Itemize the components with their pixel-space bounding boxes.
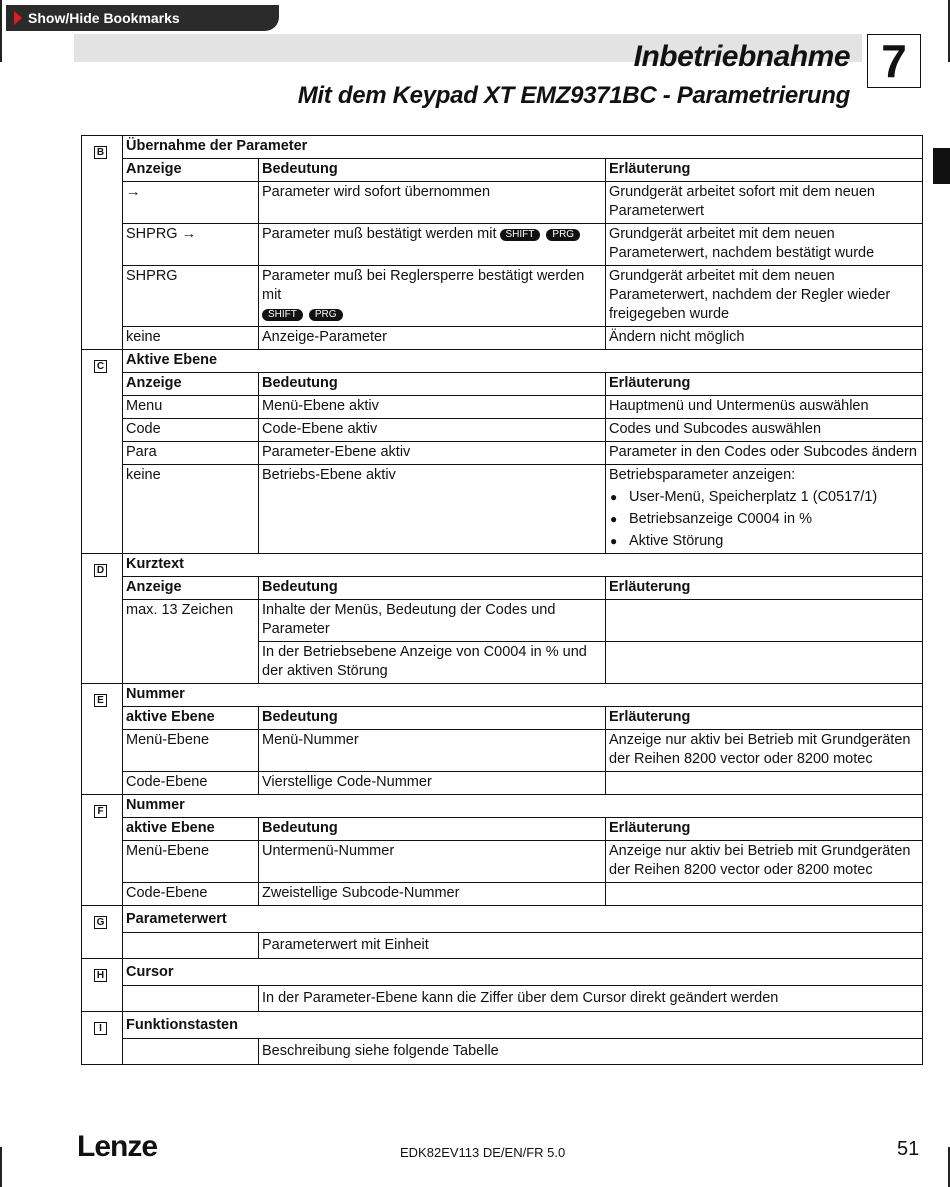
section-title: Kurztext xyxy=(123,554,923,577)
parameter-table xyxy=(81,135,923,1065)
list-item: ● Aktive Störung xyxy=(609,532,919,551)
table-row xyxy=(82,182,923,224)
lenze-logo: Lenze xyxy=(77,1130,158,1163)
arrow-right-icon: → xyxy=(181,226,197,242)
table-cell: max. 13 Zeichen xyxy=(123,600,259,684)
column-header: Bedeutung xyxy=(259,159,606,182)
section-marker-e: E xyxy=(82,684,123,795)
table-cell xyxy=(606,600,923,642)
column-header: Erläuterung xyxy=(606,818,923,841)
bullet-list xyxy=(609,488,919,551)
column-header: Erläuterung xyxy=(606,577,923,600)
table-cell: In der Parameter-Ebene kann die Ziffer über dem Cursor direkt geändert werden xyxy=(259,986,923,1012)
table-cell: Anzeige nur aktiv bei Betrieb mit Grundgeräten der Reihen 8200 vector oder 8200 motec xyxy=(606,730,923,772)
section-marker-c: C xyxy=(82,350,123,554)
table-cell: Parameter wird sofort übernommen xyxy=(259,182,606,224)
chapter-thumb-tab xyxy=(933,148,950,184)
page-edge-left-bottom xyxy=(0,1147,2,1187)
table-cell: Grundgerät arbeitet sofort mit dem neuen Parameterwert xyxy=(606,182,923,224)
table-cell: Para xyxy=(123,442,259,465)
table-row xyxy=(82,1039,923,1065)
shift-key-icon: SHIFT xyxy=(500,229,541,241)
list-item: ● User-Menü, Speicherplatz 1 (C0517/1) xyxy=(609,488,919,507)
page-number: 51 xyxy=(897,1138,920,1160)
table-cell: Betriebs-Ebene aktiv xyxy=(259,465,606,554)
section-title: Cursor xyxy=(123,959,923,986)
table-cell xyxy=(606,642,923,684)
table-cell: Parameter-Ebene aktiv xyxy=(259,442,606,465)
table-cell: Parameter muß bestätigt werden mit xyxy=(262,226,497,242)
table-cell: Inhalte der Menüs, Bedeutung der Codes und Parameter xyxy=(259,600,606,642)
table-cell: Code-Ebene xyxy=(123,883,259,906)
column-header: Anzeige xyxy=(123,577,259,600)
page-edge-left xyxy=(0,0,2,62)
table-cell xyxy=(606,883,923,906)
table-cell: Codes und Subcodes auswählen xyxy=(606,419,923,442)
table-cell: Vierstellige Code-Nummer xyxy=(259,772,606,795)
triangle-right-icon xyxy=(14,11,22,25)
page-subtitle: Mit dem Keypad XT EMZ9371BC - Parametrierung xyxy=(297,82,850,109)
table-cell: Grundgerät arbeitet mit dem neuen Parameterwert, nachdem bestätigt wurde xyxy=(606,224,923,266)
column-header: Erläuterung xyxy=(606,159,923,182)
table-row xyxy=(82,442,923,465)
table-cell: In der Betriebsebene Anzeige von C0004 in % und der aktiven Störung xyxy=(259,642,606,684)
table-cell: Betriebsparameter anzeigen: xyxy=(609,467,796,483)
table-cell: Zweistellige Subcode-Nummer xyxy=(259,883,606,906)
bookmark-toggle-label: Show/Hide Bookmarks xyxy=(28,10,180,26)
document-code: EDK82EV113 DE/EN/FR 5.0 xyxy=(400,1145,566,1160)
table-cell: Ändern nicht möglich xyxy=(606,327,923,350)
table-row xyxy=(82,730,923,772)
section-title: Funktionstasten xyxy=(123,1012,923,1039)
show-hide-bookmarks-button[interactable] xyxy=(6,5,279,31)
table-row xyxy=(82,600,923,642)
section-marker-i: I xyxy=(82,1012,123,1065)
section-marker-b: B xyxy=(82,136,123,350)
table-cell: Untermenü-Nummer xyxy=(259,841,606,883)
column-header: Bedeutung xyxy=(259,373,606,396)
prg-key-icon: PRG xyxy=(309,309,343,321)
table-cell: Hauptmenü und Untermenüs auswählen xyxy=(606,396,923,419)
chapter-number: 7 xyxy=(867,34,921,88)
section-title: Nummer xyxy=(123,684,923,707)
column-header: Anzeige xyxy=(123,373,259,396)
prg-key-icon: PRG xyxy=(546,229,580,241)
table-cell: keine xyxy=(123,327,259,350)
table-cell: keine xyxy=(123,465,259,554)
list-item: ● Betriebsanzeige C0004 in % xyxy=(609,510,919,529)
table-row xyxy=(82,772,923,795)
section-title: Aktive Ebene xyxy=(123,350,923,373)
table-cell: Grundgerät arbeitet mit dem neuen Parameterwert, nachdem der Regler wieder freigegeben wurde xyxy=(606,266,923,327)
table-row xyxy=(82,327,923,350)
table-row xyxy=(82,224,923,266)
section-marker-g: G xyxy=(82,906,123,959)
page-title: Inbetriebnahme xyxy=(633,40,850,73)
section-marker-f: F xyxy=(82,795,123,906)
table-cell: Anzeige nur aktiv bei Betrieb mit Grundgeräten der Reihen 8200 vector oder 8200 motec xyxy=(606,841,923,883)
table-row xyxy=(82,419,923,442)
table-cell: Menü-Ebene aktiv xyxy=(259,396,606,419)
table-cell: Anzeige-Parameter xyxy=(259,327,606,350)
table-cell xyxy=(606,772,923,795)
section-title: Parameterwert xyxy=(123,906,923,933)
column-header: Bedeutung xyxy=(259,577,606,600)
table-cell: Parameterwert mit Einheit xyxy=(259,933,923,959)
table-cell: Parameter in den Codes oder Subcodes ändern xyxy=(606,442,923,465)
table-cell: Menü-Ebene xyxy=(123,730,259,772)
table-row xyxy=(82,883,923,906)
section-title: Nummer xyxy=(123,795,923,818)
table-row xyxy=(82,465,923,554)
table-cell: SHPRG xyxy=(123,266,259,327)
shift-key-icon: SHIFT xyxy=(262,309,303,321)
table-cell: Code-Ebene xyxy=(123,772,259,795)
table-cell: Menü-Ebene xyxy=(123,841,259,883)
table-row xyxy=(82,841,923,883)
column-header: aktive Ebene xyxy=(123,707,259,730)
column-header: Bedeutung xyxy=(259,707,606,730)
table-cell: Code xyxy=(123,419,259,442)
section-marker-h: H xyxy=(82,959,123,1012)
table-row xyxy=(82,266,923,327)
section-title: Übernahme der Parameter xyxy=(123,136,923,159)
table-row xyxy=(82,933,923,959)
table-row xyxy=(82,986,923,1012)
column-header: aktive Ebene xyxy=(123,818,259,841)
column-header: Erläuterung xyxy=(606,373,923,396)
table-cell: Menu xyxy=(123,396,259,419)
table-cell: Parameter muß bei Reglersperre bestätigt werden mit xyxy=(262,268,585,303)
table-cell: Menü-Nummer xyxy=(259,730,606,772)
table-cell: Code-Ebene aktiv xyxy=(259,419,606,442)
column-header: Bedeutung xyxy=(259,818,606,841)
arrow-right-icon: → xyxy=(126,184,141,200)
table-row xyxy=(82,396,923,419)
column-header: Erläuterung xyxy=(606,707,923,730)
table-cell: Beschreibung siehe folgende Tabelle xyxy=(259,1039,923,1065)
table-cell: SHPRG xyxy=(126,226,178,242)
column-header: Anzeige xyxy=(123,159,259,182)
section-marker-d: D xyxy=(82,554,123,684)
